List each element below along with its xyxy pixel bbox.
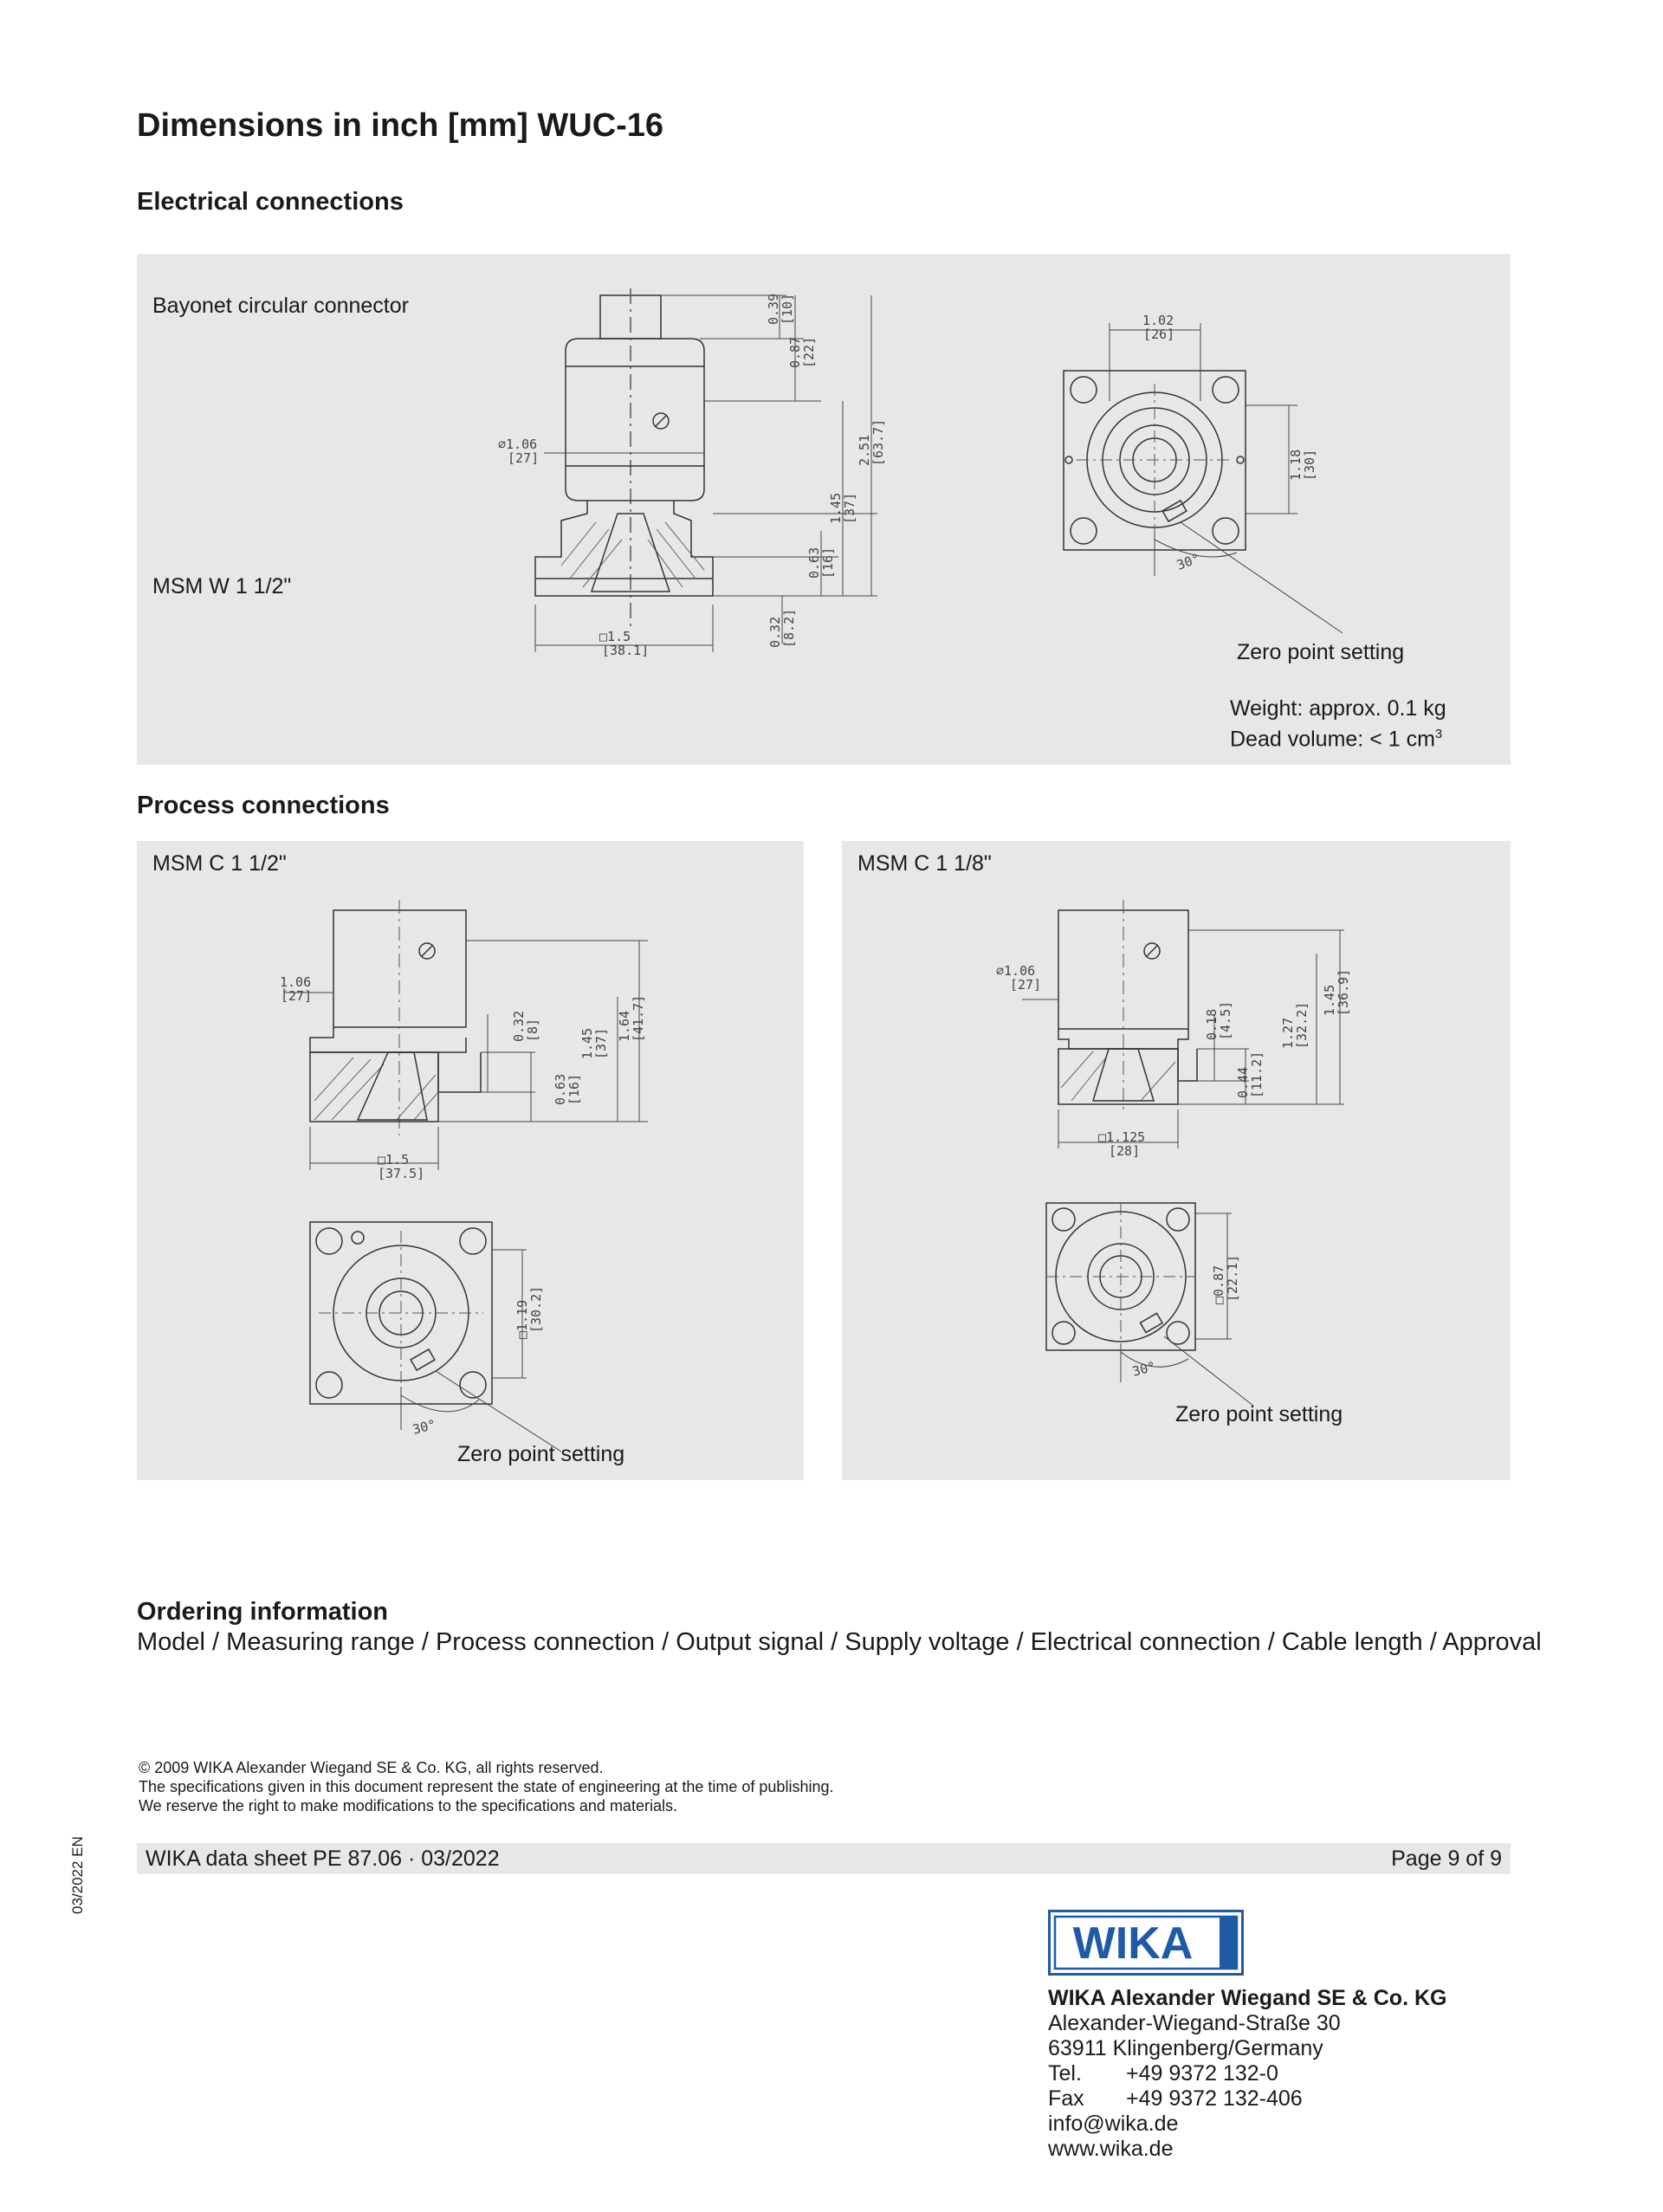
- wika-logo: [1048, 1910, 1244, 1976]
- fax-number: +49 9372 132-406: [1126, 2086, 1303, 2111]
- dim-square-0-87: □0.87: [1211, 1264, 1226, 1304]
- phone-line: [1048, 2061, 1446, 2086]
- tel-number: +49 9372 132-0: [1126, 2061, 1278, 2086]
- dim-angle-30: 30°: [411, 1416, 438, 1438]
- zero-point-label: Zero point setting: [457, 1442, 625, 1466]
- email-link[interactable]: info@wika.de: [1048, 2112, 1179, 2136]
- process-left-drawing: [137, 841, 804, 1480]
- dim-1-18: 1.18: [1288, 449, 1304, 481]
- dim-16mm: [16]: [820, 547, 836, 579]
- dim-1-64: 1.64: [617, 1010, 632, 1042]
- dim-36-9mm: [36.9]: [1336, 968, 1351, 1016]
- process-panel-right: [842, 841, 1511, 1480]
- dim-27mm: [27]: [1010, 977, 1042, 993]
- dim-32-2mm: [32.2]: [1294, 1001, 1310, 1049]
- copyright-notes: [139, 1758, 833, 1815]
- dim-square-mm: [37.5]: [378, 1166, 425, 1181]
- dim-diameter-mm: [27]: [508, 450, 540, 466]
- street: Alexander-Wiegand-Straße 30: [1048, 2011, 1341, 2035]
- model-label-msm-w: MSM W 1 1/2": [152, 574, 292, 598]
- dim-square-mm: [28]: [1109, 1143, 1141, 1159]
- dim-1-45: 1.45: [579, 1027, 595, 1059]
- dim-16mm: [16]: [566, 1073, 582, 1105]
- weight-info: [1230, 696, 1446, 752]
- website-link[interactable]: www.wika.de: [1048, 2137, 1174, 2161]
- dim-2-51: 2.51: [857, 434, 872, 466]
- process-right-drawing: [842, 841, 1511, 1480]
- dim-0-87: 0.87: [787, 336, 803, 368]
- dim-10mm: [10]: [780, 293, 795, 325]
- dim-1-02: 1.02: [1142, 313, 1174, 328]
- dim-41-7mm: [41.7]: [631, 994, 646, 1042]
- dim-11-2mm: [11.2]: [1249, 1051, 1265, 1098]
- tel-label: Tel.: [1048, 2061, 1082, 2086]
- dim-0-32: 0.32: [767, 616, 783, 648]
- dim-diameter: ⌀1.06: [996, 963, 1036, 979]
- dim-1-45: 1.45: [1322, 984, 1337, 1016]
- dim-diameter: ⌀1.06: [498, 437, 538, 452]
- dim-22mm: [22]: [801, 336, 817, 368]
- dim-30mm: [30]: [1302, 449, 1317, 481]
- wika-logo-text: WIKA: [1072, 1918, 1194, 1969]
- dim-27mm: [27]: [281, 988, 313, 1004]
- dim-square: □1.125: [1098, 1129, 1146, 1145]
- dim-26mm: [26]: [1143, 327, 1175, 342]
- process-panel-left: [137, 841, 804, 1480]
- connector-label: Bayonet circular connector: [152, 294, 409, 318]
- model-label-msm-c-1-1-2: MSM C 1 1/2": [152, 851, 287, 876]
- weight-text: Weight: approx. 0.1 kg: [1230, 696, 1446, 721]
- dim-square: □1.5: [599, 629, 631, 644]
- dim-0-32: 0.32: [511, 1010, 527, 1042]
- dim-angle-30: 30°: [1174, 550, 1202, 573]
- dead-volume-line: [1230, 721, 1446, 752]
- dim-37mm: [37]: [593, 1027, 609, 1059]
- dim-square-1-19: □1.19: [514, 1299, 530, 1339]
- electrical-heading: Electrical connections: [137, 188, 404, 216]
- side-date-label: 03/2022 EN: [69, 1836, 86, 1914]
- dim-4-5mm: [4.5]: [1218, 1000, 1233, 1040]
- dead-volume-text: Dead volume: < 1 cm: [1230, 727, 1435, 752]
- dim-22-1mm: [22.1]: [1225, 1254, 1240, 1302]
- dim-0-18: 0.18: [1204, 1008, 1220, 1040]
- city: 63911 Klingenberg/Germany: [1048, 2036, 1323, 2060]
- dim-0-63: 0.63: [553, 1073, 568, 1105]
- page-number: Page 9 of 9: [1391, 1847, 1502, 1871]
- dim-1-45: 1.45: [828, 492, 844, 524]
- dim-37mm: [37]: [842, 492, 857, 524]
- dim-0-63: 0.63: [806, 547, 822, 579]
- dim-8-2mm: [8.2]: [781, 608, 797, 648]
- dim-0-39: 0.39: [766, 293, 781, 325]
- model-label-msm-c-1-1-8: MSM C 1 1/8": [857, 851, 992, 876]
- copyright-line: © 2009 WIKA Alexander Wiegand SE & Co. KG, all rights reserved.: [139, 1759, 604, 1776]
- spec-state-line: The specifications given in this document represent the state of engineering at the time of publishing.: [139, 1778, 834, 1795]
- dim-30-2mm: [30.2]: [528, 1285, 544, 1333]
- modification-line: We reserve the right to make modifications to the specifications and materials.: [139, 1797, 677, 1814]
- dim-8mm: [8]: [525, 1018, 540, 1042]
- ordering-heading: Ordering information: [137, 1598, 388, 1626]
- footer-bar: [137, 1843, 1511, 1874]
- dim-square: □1.5: [378, 1152, 410, 1167]
- company-address: [1048, 1986, 1446, 2162]
- company-name: WIKA Alexander Wiegand SE & Co. KG: [1048, 1986, 1447, 2010]
- zero-point-label: Zero point setting: [1237, 640, 1405, 664]
- dim-square-mm: [38.1]: [602, 643, 650, 658]
- dim-1-27: 1.27: [1280, 1017, 1296, 1049]
- electrical-side-view-drawing: [137, 254, 1511, 765]
- dim-0-44: 0.44: [1235, 1066, 1251, 1098]
- page-title: Dimensions in inch [mm] WUC-16: [137, 107, 664, 144]
- ordering-text: Model / Measuring range / Process connection / Output signal / Supply voltage / Electrical connection / Cable length / Approval: [137, 1628, 1542, 1656]
- zero-point-label: Zero point setting: [1175, 1402, 1343, 1426]
- dim-angle-30: 30°: [1130, 1358, 1158, 1380]
- electrical-panel: [137, 254, 1511, 765]
- dim-1-06: 1.06: [280, 974, 312, 990]
- process-heading: Process connections: [137, 792, 390, 819]
- datasheet-ref: WIKA data sheet PE 87.06 · 03/2022: [146, 1847, 500, 1871]
- dead-volume-superscript: 3: [1434, 727, 1443, 741]
- wika-logo-graphic: [1048, 1910, 1244, 1976]
- fax-line: [1048, 2086, 1446, 2112]
- fax-label: Fax: [1048, 2086, 1084, 2111]
- dim-63-7mm: [63.7]: [870, 418, 886, 466]
